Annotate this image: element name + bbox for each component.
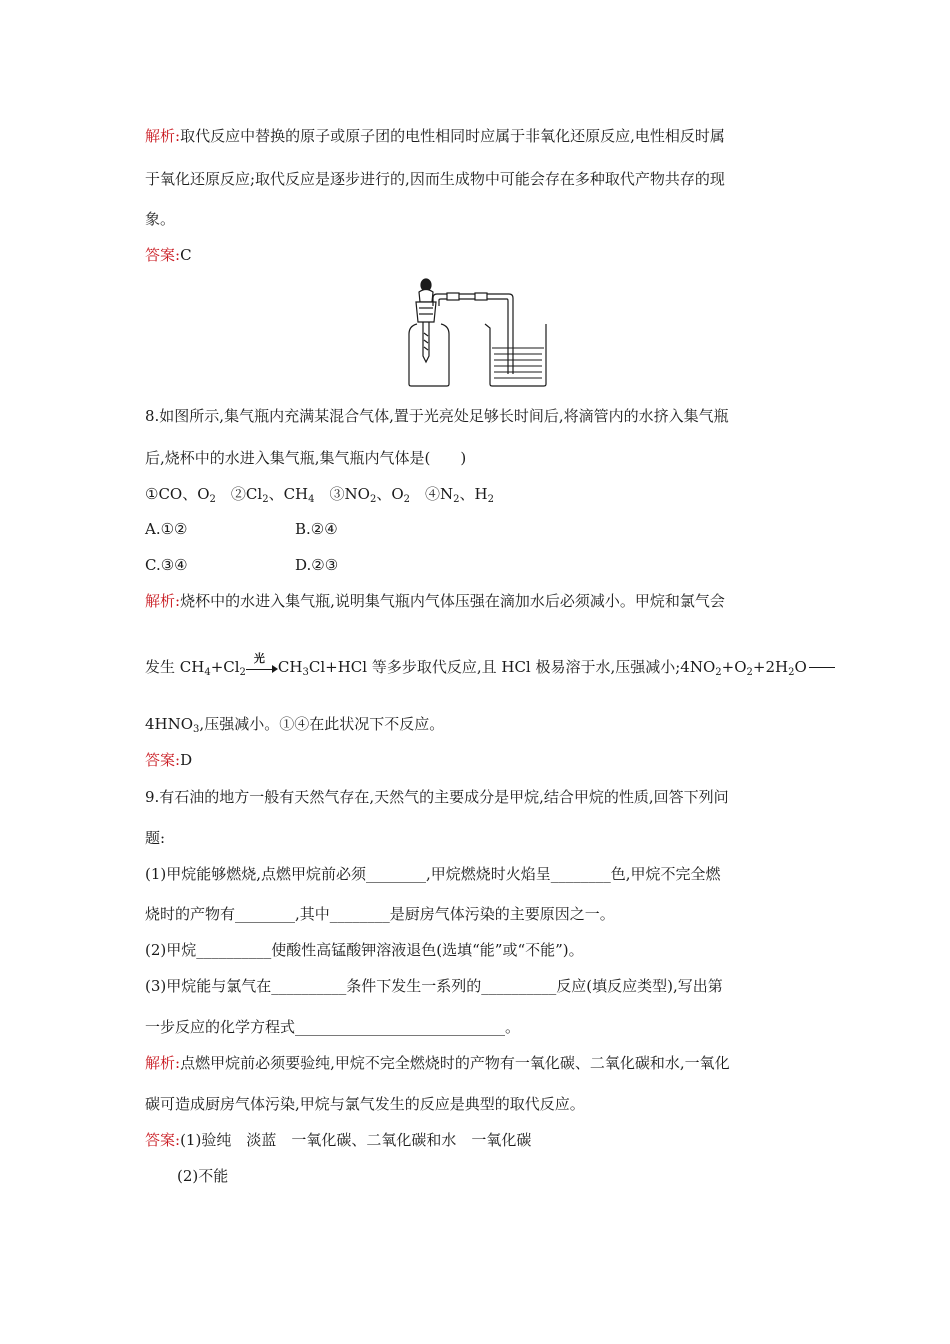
answer-9-line-1: 答案:(1)验纯 淡蓝 一氧化碳、二氧化碳和水 一氧化碳 [145, 1131, 532, 1149]
answer-8: 答案:D [145, 751, 193, 769]
option-b[interactable]: B.②④ [295, 520, 338, 538]
question-8-options-row-2 [145, 555, 338, 575]
option-a[interactable]: A.①② [145, 520, 188, 538]
question-9-stem-line-2: 题: [145, 829, 166, 847]
question-9-part-3-line-2: 一步反应的化学方程式____________________________。 [145, 1018, 521, 1036]
answer-7: 答案:C [145, 246, 192, 264]
analysis-8-line-1: 解析:烧杯中的水进入集气瓶,说明集气瓶内气体压强在滴加水后必须减小。甲烷和氯气会 [145, 592, 725, 610]
dropper-bulb [419, 279, 433, 302]
beaker [485, 324, 546, 386]
analysis-8-line-2: 发生 $CH_4+Cl_2$ 光 $CH_3Cl+HCl$ 等多步取代反应,且 HCl 极易溶于水,压强减小$;4NO_2+O_2+2H_2O$ [145, 657, 837, 683]
question-9-part-1-line-2: 烧时的产物有________,其中________是厨房气体污染的主要原因之一。 [145, 905, 615, 923]
reaction-arrow: 光 [246, 660, 278, 674]
answer-label: 答案: [145, 246, 181, 264]
answer-9-line-2: (2)不能 [177, 1167, 229, 1185]
analysis-7-line-2: 于氧化还原反应;取代反应是逐步进行的,因而生成物中可能会存在多种取代产物共存的现 [145, 170, 725, 188]
analysis-label: 解析: [145, 592, 181, 610]
analysis-label: 解析: [145, 1054, 181, 1072]
analysis-8-line-3: $4HNO_3$,压强减小。①④在此状况下不反应。 [145, 715, 445, 735]
question-9-part-1-line-1: (1)甲烷能够燃烧,点燃甲烷前必须________,甲烷燃烧时火焰呈________色,甲烷不完全燃 [145, 865, 721, 883]
option-c[interactable]: C.③④ [145, 556, 188, 574]
answer-label: 答案: [145, 751, 181, 769]
question-8-stem-line-2: 后,烧杯中的水进入集气瓶,集气瓶内气体是( ) [145, 449, 467, 467]
analysis-7-line-3: 象。 [145, 210, 176, 228]
analysis-9-line-1: 解析:点燃甲烷前必须要验纯,甲烷不完全燃烧时的产物有一氧化碳、二氧化碳和水,一氧化 [145, 1054, 730, 1072]
dropper-tube [423, 322, 429, 362]
gas-bottle-beaker-apparatus [405, 278, 555, 390]
question-8-options-row-1 [145, 519, 338, 539]
question-9-part-2: (2)甲烷__________使酸性高锰酸钾溶液退色(选填“能”或“不能”)。 [145, 941, 584, 959]
beaker-water [492, 348, 544, 378]
question-8-choices: ①CO、$O_2$ $②Cl_2$、$CH_4$ $③NO_2$、$O_2$ $④N_2$、$H_2$ [145, 485, 494, 505]
question-9-part-3-line-1: (3)甲烷能与氯气在__________条件下发生一系列的__________反应(填反应类型),写出第 [145, 977, 723, 995]
analysis-9-line-2: 碳可造成厨房气体污染,甲烷与氯气发生的反应是典型的取代反应。 [145, 1095, 585, 1113]
question-9-stem-line-1: 9.有石油的地方一般有天然气存在,天然气的主要成分是甲烷,结合甲烷的性质,回答下列问 [145, 788, 729, 806]
analysis-7-line-1: 解析:取代反应中替换的原子或原子团的电性相同时应属于非氧化还原反应,电性相反时属 [145, 127, 725, 145]
option-d[interactable]: D.②③ [295, 556, 339, 574]
analysis-label: 解析: [145, 127, 181, 145]
equals-line [809, 667, 835, 668]
answer-label: 答案: [145, 1131, 181, 1149]
connecting-tube [433, 293, 513, 374]
question-8-stem-line-1: 8.如图所示,集气瓶内充满某混合气体,置于光亮处足够长时间后,将滴管内的水挤入集气瓶 [145, 407, 729, 425]
